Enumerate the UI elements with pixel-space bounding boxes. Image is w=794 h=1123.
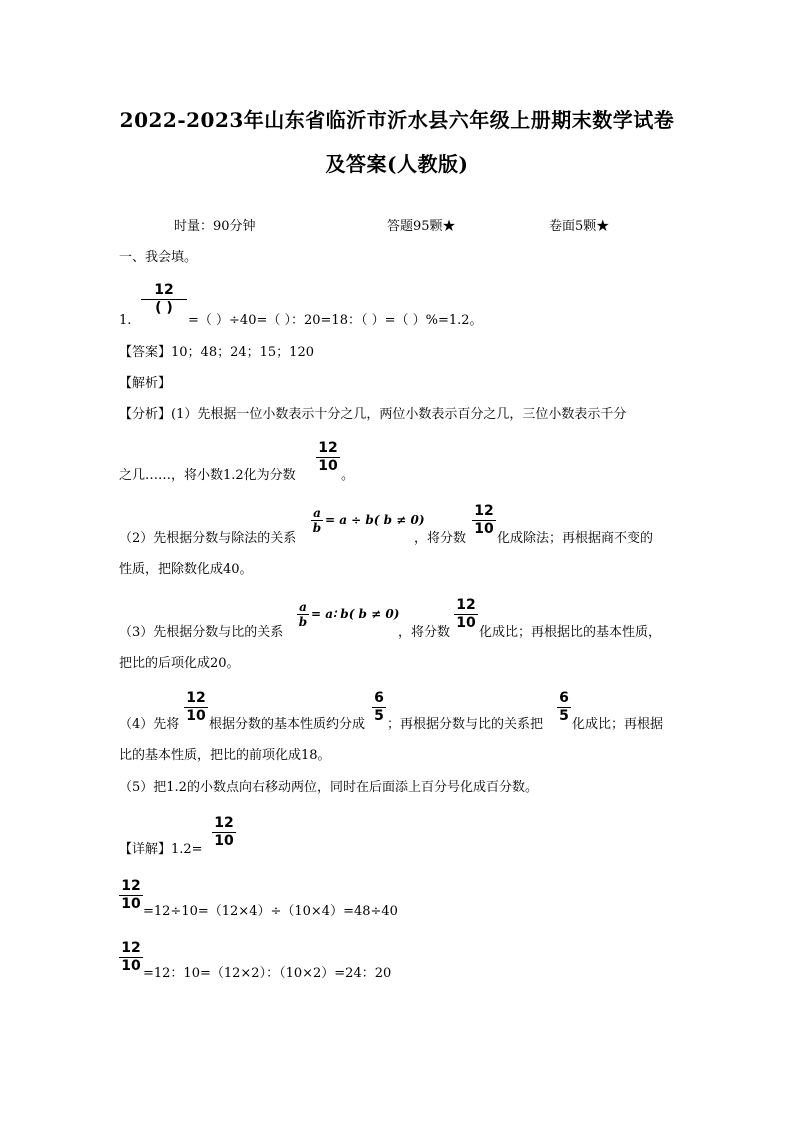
fraction-12-10 — [184, 690, 208, 725]
fraction-6-5 — [557, 690, 571, 725]
analysis-p3-c: 化成比；再根据比的基本性质， — [479, 625, 662, 640]
detail-label: 【详解】1.2= — [119, 842, 203, 857]
fraction-12-10 — [472, 503, 496, 538]
fraction-denominator: 10 — [318, 458, 338, 474]
fraction-numerator: 12 — [474, 503, 494, 519]
formula-division: = a ÷ b( b ≠ 0) — [325, 513, 425, 527]
detail-equation-1: =12÷10=（12×4）÷（10×4）=48÷40 — [143, 904, 398, 919]
fraction-denominator: 10 — [121, 896, 141, 912]
exam-time: 时量：90分钟 — [174, 219, 256, 234]
analysis-label: 【解析】 — [119, 376, 172, 391]
fraction-12-10 — [212, 815, 236, 850]
detail-equation-2: =12：10=（12×2）：（10×2）=24：20 — [143, 966, 392, 981]
fraction-denominator: b — [298, 615, 308, 629]
fraction-6-5 — [372, 690, 386, 725]
fraction-12-10 — [119, 878, 143, 913]
analysis-p4-b: 根据分数的基本性质约分成 — [209, 717, 366, 732]
answer-line: 【答案】10；48；24；15；120 — [119, 345, 314, 360]
question-fraction — [141, 282, 187, 317]
section-heading: 一、我会填。 — [119, 250, 198, 265]
answer-score: 答题95颗★ — [387, 219, 456, 234]
analysis-p3-b: ，将分数 — [398, 625, 451, 640]
analysis-p1-end: 。 — [341, 468, 355, 483]
fraction-denominator: 10 — [214, 833, 234, 849]
fraction-12-10 — [119, 940, 143, 975]
analysis-p4-c: ；再根据分数与比的关系把 — [387, 717, 544, 732]
analysis-p4-d: 化成比；再根据 — [572, 717, 664, 732]
fraction-numerator: 6 — [559, 690, 569, 706]
fraction-denominator: b — [312, 521, 322, 535]
fraction-denominator: ( ) — [155, 300, 173, 316]
fraction-denominator: 10 — [474, 521, 494, 537]
page-title-line2: 及答案(人教版) — [325, 152, 469, 176]
fraction-numerator: a — [299, 600, 307, 614]
formula-ratio: = a∶ b( b ≠ 0) — [311, 607, 400, 621]
fraction-12-10 — [454, 597, 478, 632]
analysis-p2-line2: 性质，把除数化成40。 — [119, 562, 253, 577]
fraction-denominator: 5 — [559, 708, 569, 724]
analysis-p5: （5）把1.2的小数点向右移动两位，同时在后面添上百分号化成百分数。 — [119, 780, 538, 795]
fraction-numerator: 12 — [121, 940, 141, 956]
formula-fraction-a-b — [297, 600, 309, 629]
fraction-numerator: 12 — [154, 282, 174, 298]
analysis-p4-a: （4）先将 — [119, 717, 180, 732]
analysis-p4-line2: 比的基本性质，把比的前项化成18。 — [119, 748, 331, 763]
analysis-p1-line2: 之几……，将小数1.2化为分数 — [119, 468, 296, 483]
paper-score: 卷面5颗★ — [549, 219, 610, 234]
analysis-p2-a: （2）先根据分数与除法的关系 — [119, 531, 297, 546]
formula-fraction-a-b — [311, 506, 323, 535]
fraction-denominator: 10 — [121, 958, 141, 974]
analysis-p2-b: ，将分数 — [414, 531, 467, 546]
question-number: 1. — [119, 313, 132, 328]
analysis-p2-c: 化成除法；再根据商不变的 — [497, 531, 654, 546]
fraction-denominator: 10 — [186, 708, 206, 724]
fraction-denominator: 10 — [456, 615, 476, 631]
analysis-p3-line2: 把比的后项化成20。 — [119, 656, 240, 671]
fraction-numerator: 12 — [456, 597, 476, 613]
analysis-p3-a: （3）先根据分数与比的关系 — [119, 625, 284, 640]
fraction-numerator: a — [313, 506, 321, 520]
analysis-p1-line1: 【分析】(1）先根据一位小数表示十分之几，两位小数表示百分之几，三位小数表示千分 — [119, 407, 627, 422]
fraction-numerator: 12 — [214, 815, 234, 831]
fraction-numerator: 12 — [121, 878, 141, 894]
fraction-numerator: 12 — [318, 440, 338, 456]
question-text: =（ ）÷40=（ ）：20=18：（ ）=（ ）%=1.2。 — [188, 313, 483, 328]
fraction-denominator: 5 — [374, 708, 384, 724]
page-title-line1: 2022-2023年山东省临沂市沂水县六年级上册期末数学试卷 — [119, 108, 675, 132]
fraction-12-10 — [316, 440, 340, 475]
fraction-numerator: 6 — [374, 690, 384, 706]
fraction-numerator: 12 — [186, 690, 206, 706]
